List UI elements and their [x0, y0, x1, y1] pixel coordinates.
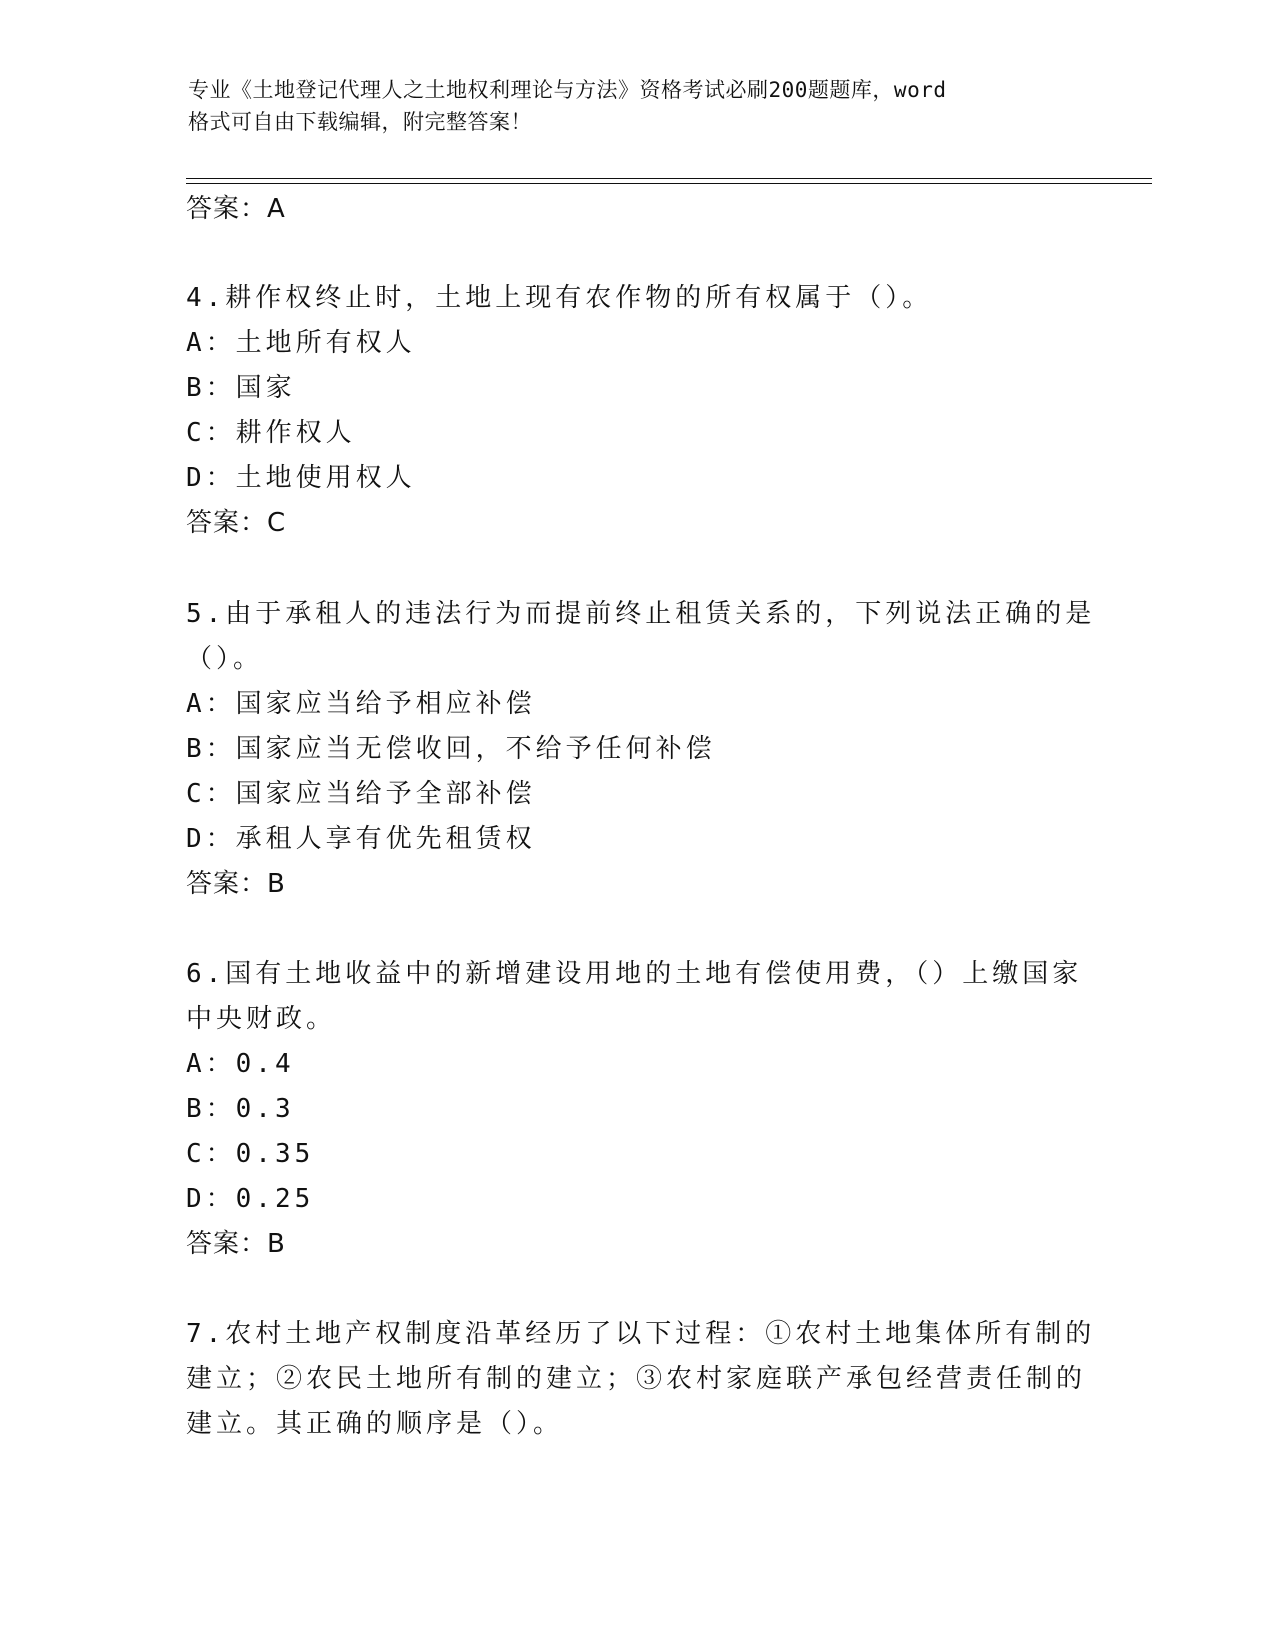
q7-stem-line-2: 建立；②农民土地所有制的建立；③农村家庭联产承包经营责任制的	[186, 1364, 1087, 1394]
previous-answer: 答案：A	[186, 194, 286, 224]
q5-option-a: A：国家应当给予相应补偿	[186, 689, 536, 719]
q6-option-d: D：0.25	[186, 1184, 315, 1214]
q5-option-c: C：国家应当给予全部补偿	[186, 779, 536, 809]
q5-stem-line-2: （）。	[186, 644, 264, 674]
page-header	[188, 74, 1068, 138]
header-line-2: 格式可自由下载编辑，附完整答案！	[188, 110, 532, 134]
q6-stem-line-1: 6.国有土地收益中的新增建设用地的土地有偿使用费，（）上缴国家	[186, 959, 1083, 989]
q6-stem-line-2: 中央财政。	[186, 1004, 337, 1034]
q5-answer: 答案：B	[186, 869, 286, 899]
q7-stem-line-3: 建立。其正确的顺序是（）。	[186, 1409, 564, 1439]
q6-answer: 答案：B	[186, 1229, 286, 1259]
q4-option-b: B：国家	[186, 373, 296, 403]
q6-option-c: C：0.35	[186, 1139, 315, 1169]
header-rule-top	[186, 178, 1152, 179]
q7-stem-line-1: 7.农村土地产权制度沿革经历了以下过程：①农村土地集体所有制的	[186, 1319, 1096, 1349]
q5-stem-line-1: 5.由于承租人的违法行为而提前终止租赁关系的，下列说法正确的是	[186, 599, 1096, 629]
q5-option-b: B：国家应当无偿收回，不给予任何补偿	[186, 734, 716, 764]
q4-option-d: D：土地使用权人	[186, 463, 416, 493]
q4-option-c: C：耕作权人	[186, 418, 356, 448]
q4-stem: 4.耕作权终止时，土地上现有农作物的所有权属于（）。	[186, 283, 933, 313]
q4-answer: 答案：C	[186, 508, 287, 538]
q6-option-a: A：0.4	[186, 1049, 295, 1079]
q4-option-a: A：土地所有权人	[186, 328, 416, 358]
header-rule-bottom	[186, 183, 1152, 184]
header-line-1: 专业《土地登记代理人之土地权利理论与方法》资格考试必刷200题题库，word	[188, 78, 947, 102]
q5-option-d: D：承租人享有优先租赁权	[186, 824, 536, 854]
q6-option-b: B：0.3	[186, 1094, 295, 1124]
